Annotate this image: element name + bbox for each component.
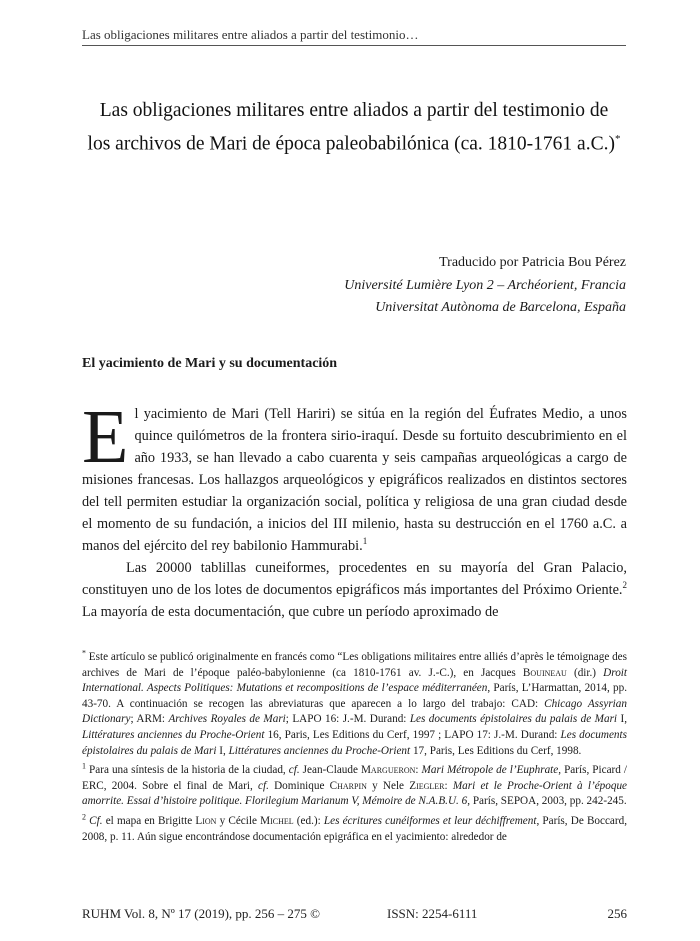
affiliation-barcelona: Universitat Autònoma de Barcelona, España [375, 300, 626, 315]
paragraph-1-text: l yacimiento de Mari (Tell Hariri) se sitúa en la región del Éufrates Medio, a unos quince quilómetros de la frontera sirio-iraquí. Desde su fortuito descubrimiento en el año 1933, se han llevado a cabo cuarenta y seis campañas arqueológicas a cargo de misiones francesas. Los hallazgos arqueológicos y epigráficos realizados en distintos sectores del tell permiten estudiar la organización social, política y religiosa de una gran ciudad desde el momento de su fundación, a inicios del III milenio, hasta su destrucción en el 1760 a.C. a manos del ejército del rey babilonio Hammurabi. [82, 406, 627, 554]
issn: ISSN: 2254-6111 [387, 906, 478, 921]
footnote-star-text: I, [216, 744, 229, 757]
footnote-2-author: Michel [260, 814, 294, 827]
article-title [70, 96, 638, 159]
footnote-star [82, 650, 627, 759]
drop-cap: E [82, 395, 129, 479]
footnote-1-author: Margueron [360, 764, 416, 777]
footnote-star-title: Les documents épistolaires du palais de Mari [82, 728, 627, 757]
affiliation-lyon: Université Lumière Lyon 2 – Archéorient, Francia [344, 277, 626, 293]
footnote-star-title: Archives Royales de Mari [168, 713, 286, 726]
footnote-star-text: (dir.) [566, 666, 604, 679]
footnote-ref-1[interactable]: 1 [362, 536, 368, 547]
footnote-star-title: Droit International. Aspects Politiques: Mutations et recompositions de l’espace méditerranéen [82, 666, 627, 695]
footnote-1-text: y Nele [366, 779, 410, 792]
footnote-ref-2[interactable]: 2 [622, 580, 627, 591]
footnote-star-text: ; ARM: [130, 713, 169, 726]
footnote-star-text: , París, L’Harmattan, 2014, pp. 43-70. A continuación se recogen las abreviaturas que aparecen a lo largo del trabajo: CAD: [82, 682, 627, 710]
running-header: Las obligaciones militares entre aliados a partir del testimonio… [82, 27, 419, 42]
body-text [82, 395, 627, 623]
footnote-star-title: Littératures anciennes du Proche-Orient [82, 728, 265, 741]
footnote-1-title: Mari Métropole de l’Euphrate [421, 764, 559, 777]
footnote-2-text: (ed.): [293, 814, 324, 827]
footnote-star-title: Chicago Assyrian Dictionary [82, 697, 627, 726]
paragraph-2 [82, 557, 627, 623]
footnote-2-text: el mapa en Brigitte [102, 814, 196, 827]
footnote-1-title: Mari et le Proche-Orient à l’époque amorrite. Essai d’histoire politique. Florilegium Marianum V, Mémoire de N.A.B.U. 6 [82, 779, 627, 808]
footnote-star-text: 17, Paris, Les Editions du Cerf, 1998. [410, 744, 582, 757]
footnote-1-cf: cf. [288, 764, 300, 777]
footnote-1-text: Dominique [268, 779, 330, 792]
footnote-star-text: 16, Paris, Les Editions du Cerf, 1997 ; LAPO 17: J.-M. Durand: [264, 728, 561, 741]
footnote-2-author: Lion [195, 814, 217, 827]
footnote-star-text: I, [617, 713, 627, 726]
section-heading: El yacimiento de Mari y su documentación [82, 356, 338, 371]
footnote-star-text: ; LAPO 16: J.-M. Durand: [285, 713, 410, 726]
footnote-star-author: Bouineau [522, 666, 567, 679]
footnote-1-author: Charpin [329, 779, 367, 792]
translator-block [226, 252, 626, 320]
translator-name: Traducido por Patricia Bou Pérez [439, 255, 626, 270]
title-footnote-mark: * [614, 133, 621, 145]
footnote-1-text: : [415, 764, 422, 777]
footnote-2-text: , París, De Boccard, 2008, p. 11. Aún sigue encontrándose documentación epigráfica en el yacimiento: alrededor de [82, 814, 628, 843]
footnote-1-text: , París, SEPOA, 2003, pp. 242-245. [467, 795, 627, 808]
footnote-star-mark: * [82, 648, 86, 658]
footnote-star-title: Littératures anciennes du Proche-Orient [228, 744, 411, 757]
footnote-1-text: Para una síntesis de la historia de la ciudad, [86, 764, 289, 777]
footnote-2 [82, 814, 627, 845]
footnotes [82, 650, 627, 849]
footnote-1-cf: cf. [258, 779, 269, 792]
header-rule [82, 45, 626, 46]
page-number: 256 [607, 906, 627, 921]
title-line-2: los archivos de Mari de época paleobabilónica (ca. 1810-1761 a.C.) [87, 133, 615, 155]
paragraph-2-text-a: Las 20000 tablillas cuneiformes, procedentes en su mayoría del Gran Palacio, constituyen uno de los lotes de documentos epigráficos más importantes del Próximo Oriente. [82, 560, 627, 598]
footnote-2-cf: Cf. [89, 814, 103, 827]
footnote-1 [82, 763, 627, 810]
footnote-1-author: Ziegler [409, 779, 445, 792]
footnote-star-title: Les documents épistolaires du palais de Mari [409, 713, 618, 726]
footnote-2-title: Les écritures cunéiformes et leur déchiffrement [323, 814, 537, 827]
journal-citation: RUHM Vol. 8, Nº 17 (2019), pp. 256 – 275 © [82, 906, 321, 921]
footnote-1-text: Jean-Claude [299, 764, 361, 777]
footnote-2-mark: 2 [82, 812, 86, 822]
footnote-1-text: , París, Picard / ERC, 2004. Sobre el final de Mari, [82, 764, 628, 792]
paragraph-1 [82, 395, 627, 557]
paragraph-2-text-b: La mayoría de esta documentación, que cubre un período aproximado de [82, 604, 499, 620]
footnote-1-text: : [444, 779, 453, 792]
footnote-star-text: Este artículo se publicó originalmente en francés como “Les obligations militaires entre alliés d’après le témoignage des archives de Mari de l’époque paléo-babylonienne (ca 1810-1761 av. J.-C.), en Jacques [82, 651, 627, 679]
footnote-1-mark: 1 [82, 761, 86, 771]
footnote-2-text: y Cécile [216, 814, 261, 827]
title-line-1: Las obligaciones militares entre aliados a partir del testimonio de [99, 100, 609, 121]
